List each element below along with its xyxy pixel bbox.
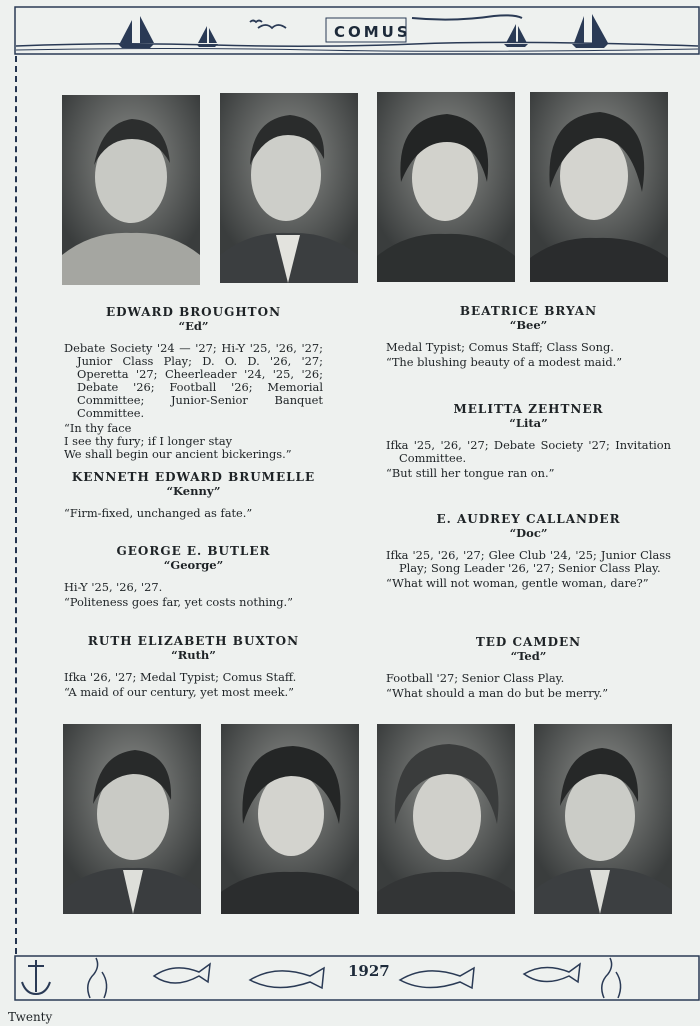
bio-callander xyxy=(386,513,671,590)
photo-bryan xyxy=(377,92,515,282)
bio-name: RUTH ELIZABETH BUXTON xyxy=(87,634,300,648)
bio-quote: “The blushing beauty of a modest maid.” xyxy=(386,355,623,369)
seagull-icon xyxy=(250,21,286,29)
cloud-stroke xyxy=(412,15,522,19)
bio-activities: Ifka '26, '27; Medal Typist; Comus Staff. xyxy=(64,670,297,684)
header-title: COMUS xyxy=(334,23,411,41)
bio-name: BEATRICE BRYAN xyxy=(459,304,598,318)
portrait-image xyxy=(62,95,200,285)
bio-nickname: “Bee” xyxy=(509,318,548,332)
portrait-image xyxy=(63,724,201,914)
footer-band xyxy=(14,954,700,1002)
bio-zehtner xyxy=(386,403,671,480)
bio-nickname: “Doc” xyxy=(509,526,548,540)
bio-name: GEORGE E. BUTLER xyxy=(116,544,271,558)
bio-name: EDWARD BROUGHTON xyxy=(105,305,282,319)
bio-quote: “What will not woman, gentle woman, dare?” xyxy=(386,576,649,590)
bio-nickname: “Lita” xyxy=(509,416,548,430)
portrait-image xyxy=(221,724,359,914)
bio-name: KENNETH EDWARD BRUMELLE xyxy=(71,470,316,484)
ship-icon-3 xyxy=(504,24,528,47)
bio-butler xyxy=(64,545,323,609)
bio-bryan xyxy=(386,305,671,369)
photo-brumelle xyxy=(63,724,201,914)
portrait-image xyxy=(534,724,672,914)
bio-buxton xyxy=(64,635,323,699)
bio-quote: “In thy face I see thy fury; if I longer stay We shall begin our ancient bickerings.” xyxy=(64,421,292,461)
bio-activities: Hi-Y '25, '26, '27. xyxy=(64,580,163,594)
photo-broughton xyxy=(62,95,200,285)
portrait-image xyxy=(377,724,515,914)
bio-activities: Football '27; Senior Class Play. xyxy=(386,671,565,685)
header-band xyxy=(14,6,700,56)
photo-zehtner xyxy=(530,92,668,282)
portrait-image xyxy=(220,93,358,283)
bio-nickname: “Ted” xyxy=(510,649,547,663)
bio-quote: “A maid of our century, yet most meek.” xyxy=(64,685,294,699)
bio-brumelle xyxy=(64,471,323,520)
portrait-image xyxy=(530,92,668,282)
portrait-image xyxy=(377,92,515,282)
bio-activities: Medal Typist; Comus Staff; Class Song. xyxy=(386,340,614,354)
bio-quote: “What should a man do but be merry.” xyxy=(386,686,609,700)
bio-name: MELITTA ZEHTNER xyxy=(453,402,604,416)
bio-quote: “Politeness goes far, yet costs nothing.” xyxy=(64,595,293,609)
bio-camden xyxy=(386,636,671,700)
photo-butler xyxy=(534,724,672,914)
bio-name: E. AUDREY CALLANDER xyxy=(436,512,621,526)
bio-activities: Ifka '25, '26, '27; Debate Society '27; Invitation Committee. xyxy=(386,438,671,465)
bio-name: TED CAMDEN xyxy=(475,635,582,649)
bio-nickname: “George” xyxy=(163,558,224,572)
photo-camden xyxy=(220,93,358,283)
bio-broughton xyxy=(64,306,323,461)
bio-nickname: “Ruth” xyxy=(171,648,216,662)
left-border xyxy=(15,56,17,954)
photo-buxton xyxy=(221,724,359,914)
bio-quote: “But still her tongue ran on.” xyxy=(386,466,555,480)
bio-activities: Ifka '25, '26, '27; Glee Club '24, '25; Junior Class Play; Song Leader '26, '27; Senior Class Play. xyxy=(386,548,671,575)
photo-callander xyxy=(377,724,515,914)
bio-nickname: “Kenny” xyxy=(166,484,221,498)
anchor-icon xyxy=(22,960,50,994)
bio-quote: “Firm-fixed, unchanged as fate.” xyxy=(64,506,253,520)
footer-year: 1927 xyxy=(348,962,390,980)
bio-activities: Debate Society '24 — '27; Hi-Y '25, '26, '27; Junior Class Play; D. O. D. '26, '27; Operetta '27; Cheerleader '24, '25, '26; Debate '26; Football '26; Memorial Committee; Junior-Senior Banquet Committee. xyxy=(64,341,323,420)
page-label: Twenty xyxy=(8,1010,53,1024)
bio-nickname: “Ed” xyxy=(178,319,209,333)
